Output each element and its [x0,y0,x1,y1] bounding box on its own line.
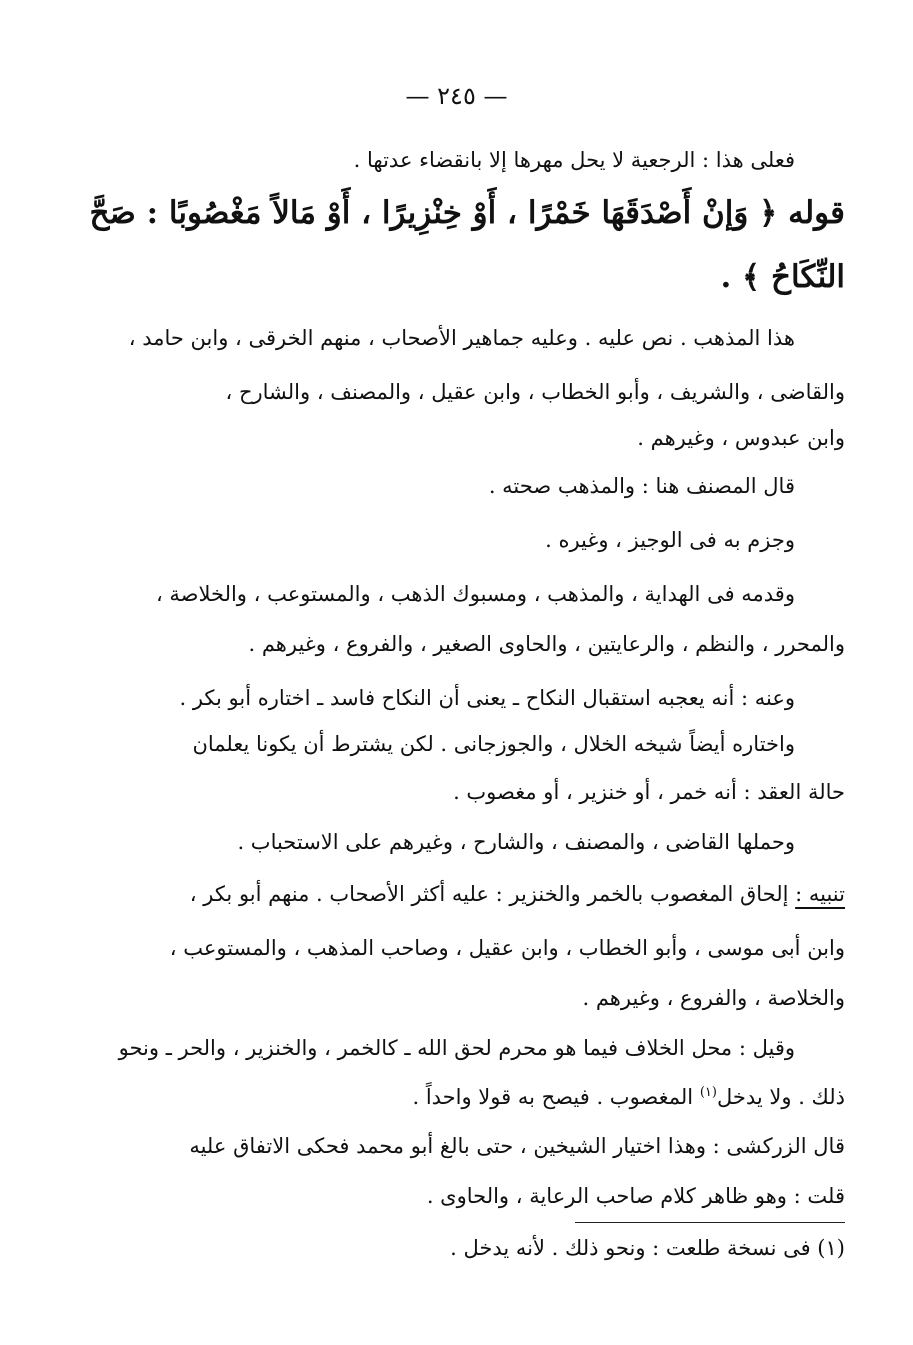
footnote-separator [575,1222,845,1223]
footnote-reference: (١) [699,1085,717,1100]
text-line: وابن عبدوس ، وغيرهم . [637,426,845,450]
text-line: واختاره أيضاً شيخه الخلال ، والجوزجانى . لكن يشترط أن يكونا يعلمان [192,732,795,756]
text-line [95,1086,845,1108]
text-line: فعلى هذا : الرجعية لا يحل مهرها إلا بانقضاء عدتها . [353,148,795,172]
text-segment: إلحاق المغصوب بالخمر والخنزير : عليه أكثر الأصحاب . منهم أبو بكر ، [189,882,789,906]
text-segment: ذلك . ولا يدخل [716,1085,845,1109]
text-line: هذا المذهب . نص عليه . وعليه جماهير الأصحاب ، منهم الخرقى ، وابن حامد ، [128,326,795,350]
text-line: والمحرر ، والنظم ، والرعايتين ، والحاوى الصغير ، والفروع ، وغيرهم . [248,632,845,656]
text-line: وعنه : أنه يعجبه استقبال النكاح ـ يعنى أن النكاح فاسد ـ اختاره أبو بكر . [179,686,795,710]
text-line: وقدمه فى الهداية ، والمذهب ، ومسبوك الذهب ، والمستوعب ، والخلاصة ، [155,582,795,606]
tanbih-label: تنبيه : [795,882,845,906]
text-line [95,884,845,905]
text-line: وحملها القاضى ، والمصنف ، والشارح ، وغيرهم على الاستحباب . [237,830,795,854]
text-line: والخلاصة ، والفروع ، وغيرهم . [582,986,845,1010]
text-line: وجزم به فى الوجيز ، وغيره . [545,528,795,552]
text-line: قال الزركشى : وهذا اختيار الشيخين ، حتى بالغ أبو محمد فحكى الاتفاق عليه [189,1134,845,1158]
quoted-text-line: قوله ﴿ وَإنْ أَصْدَقَهَا خَمْرًا ، أَوْ خِنْزِيرًا ، أَوْ مَالاً مَغْصُوبًا : صَحَّ [89,195,845,231]
text-line: حالة العقد : أنه خمر ، أو خنزير ، أو مغصوب . [453,780,845,804]
footnote: (١) فى نسخة طلعت : ونحو ذلك . لأنه يدخل . [450,1236,845,1260]
text-segment: المغصوب . فيصح به قولا واحداً . [412,1085,694,1109]
text-line: قلت : وهو ظاهر كلام صاحب الرعاية ، والحاوى . [426,1184,845,1208]
page-number: — ٢٤٥ — [405,82,508,110]
text-line: والقاضى ، والشريف ، وأبو الخطاب ، وابن عقيل ، والمصنف ، والشارح ، [225,380,845,404]
text-line: وابن أبى موسى ، وأبو الخطاب ، وابن عقيل ، وصاحب المذهب ، والمستوعب ، [169,936,845,960]
quoted-text-line: النِّكَاحُ ﴾ . [720,259,845,295]
text-line: وقيل : محل الخلاف فيما هو محرم لحق الله ـ كالخمر ، والخنزير ، والحر ـ ونحو [118,1036,795,1060]
text-line: قال المصنف هنا : والمذهب صحته . [488,474,795,498]
